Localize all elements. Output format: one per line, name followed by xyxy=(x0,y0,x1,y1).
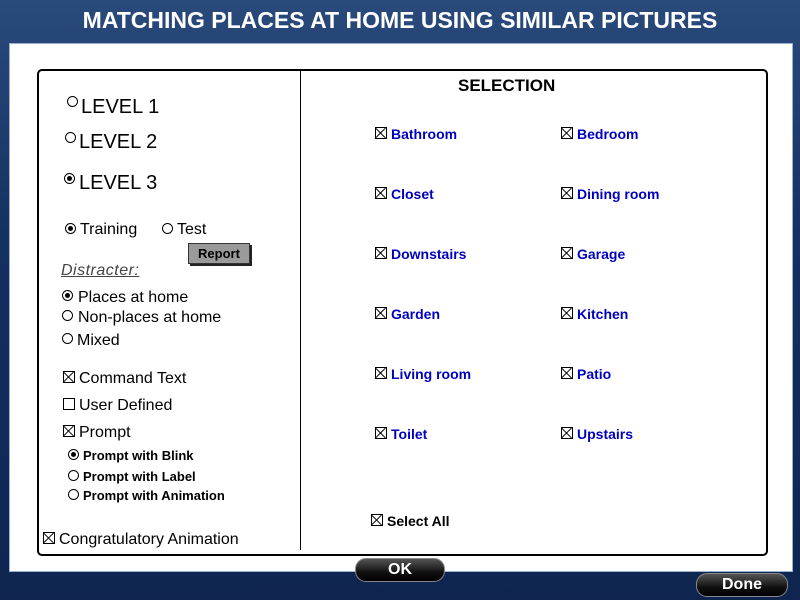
upstairs-label: Upstairs xyxy=(577,426,634,442)
done-button[interactable]: Done xyxy=(696,573,788,597)
mixed-label: Mixed xyxy=(77,332,120,349)
level-2-radio[interactable] xyxy=(65,132,76,143)
closet-checkbox[interactable] xyxy=(375,187,387,199)
panel-divider xyxy=(300,71,301,550)
test-radio[interactable] xyxy=(162,223,173,234)
places-at-home-radio[interactable] xyxy=(62,290,73,301)
living-room-label: Living room xyxy=(391,366,472,382)
garden-label: Garden xyxy=(391,306,441,322)
dining-room-label: Dining room xyxy=(577,186,660,202)
prompt-blink-label: Prompt with Blink xyxy=(83,448,194,463)
level-3-radio[interactable] xyxy=(64,173,75,184)
upstairs-checkbox[interactable] xyxy=(561,427,573,439)
user-defined-label: User Defined xyxy=(79,397,173,414)
prompt-blink-radio[interactable] xyxy=(68,449,79,460)
patio-label: Patio xyxy=(577,366,612,382)
level-1-label: LEVEL 1 xyxy=(81,96,160,118)
distracter-heading: Distracter: xyxy=(61,262,140,279)
prompt-animation-label: Prompt with Animation xyxy=(83,488,225,503)
kitchen-label: Kitchen xyxy=(577,306,629,322)
prompt-checkbox[interactable] xyxy=(63,425,75,437)
page-title: MATCHING PLACES AT HOME USING SIMILAR PICTURES xyxy=(82,7,718,33)
select-all-label: Select All xyxy=(387,513,450,529)
bathroom-checkbox[interactable] xyxy=(375,127,387,139)
congratulatory-label: Congratulatory Animation xyxy=(59,531,239,548)
non-places-radio[interactable] xyxy=(62,310,73,321)
garage-checkbox[interactable] xyxy=(561,247,573,259)
mixed-radio[interactable] xyxy=(62,333,73,344)
bathroom-label: Bathroom xyxy=(391,126,458,142)
garden-checkbox[interactable] xyxy=(375,307,387,319)
downstairs-checkbox[interactable] xyxy=(375,247,387,259)
garage-label: Garage xyxy=(577,246,626,262)
non-places-label: Non-places at home xyxy=(78,309,222,326)
prompt-label-label: Prompt with Label xyxy=(83,469,196,484)
test-label: Test xyxy=(177,221,207,238)
bedroom-label: Bedroom xyxy=(577,126,639,142)
report-button[interactable]: Report xyxy=(188,243,250,264)
level-2-label: LEVEL 2 xyxy=(79,131,158,153)
level-1-radio[interactable] xyxy=(67,96,78,107)
bedroom-checkbox[interactable] xyxy=(561,127,573,139)
downstairs-label: Downstairs xyxy=(391,246,467,262)
congratulatory-checkbox[interactable] xyxy=(43,532,55,544)
places-at-home-label: Places at home xyxy=(78,289,189,306)
command-text-label: Command Text xyxy=(79,370,187,387)
user-defined-checkbox[interactable] xyxy=(63,398,75,410)
patio-checkbox[interactable] xyxy=(561,367,573,379)
command-text-checkbox[interactable] xyxy=(63,371,75,383)
prompt-label: Prompt xyxy=(79,424,131,441)
selection-heading: SELECTION xyxy=(458,76,556,95)
toilet-checkbox[interactable] xyxy=(375,427,387,439)
level-3-label: LEVEL 3 xyxy=(79,172,158,194)
toilet-label: Toilet xyxy=(391,426,428,442)
training-label: Training xyxy=(80,221,138,238)
prompt-label-radio[interactable] xyxy=(68,470,79,481)
prompt-animation-radio[interactable] xyxy=(68,489,79,500)
dining-room-checkbox[interactable] xyxy=(561,187,573,199)
kitchen-checkbox[interactable] xyxy=(561,307,573,319)
ok-button[interactable]: OK xyxy=(355,558,445,582)
select-all-checkbox[interactable] xyxy=(371,514,383,526)
living-room-checkbox[interactable] xyxy=(375,367,387,379)
training-radio[interactable] xyxy=(65,223,76,234)
closet-label: Closet xyxy=(391,186,434,202)
